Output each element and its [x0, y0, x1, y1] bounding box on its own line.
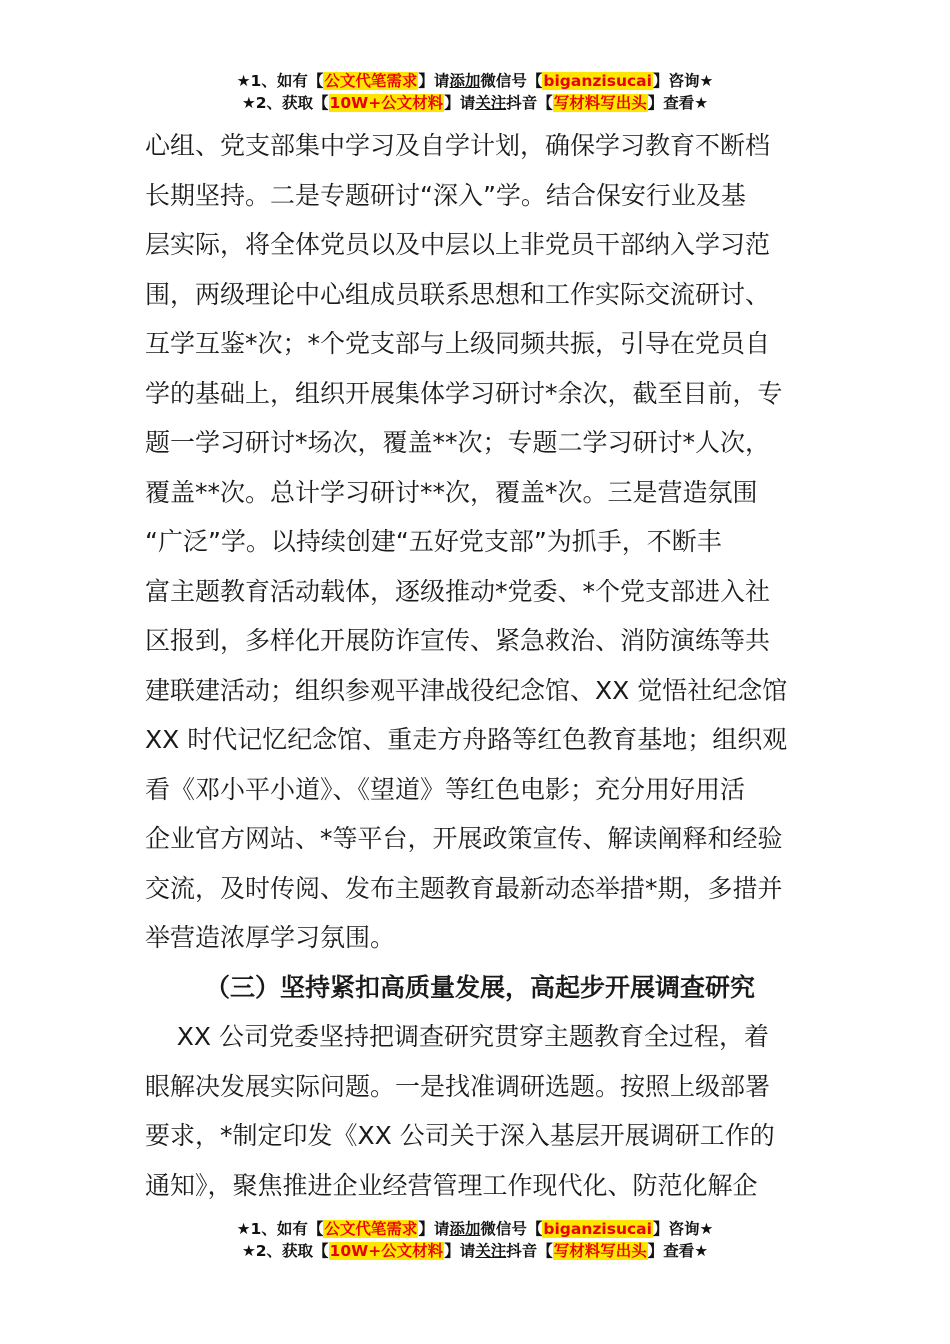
- promo-line-1: [0, 70, 950, 92]
- body-line: “广泛”学。以持续创建“五好党支部”为抓手，不断丰: [145, 527, 722, 556]
- promo-highlight: 写材料写出头: [553, 94, 647, 112]
- footer-promo-banner: [0, 1218, 950, 1262]
- body-line: 富主题教育活动载体，逐级推动*党委、*个党支部进入社: [145, 576, 771, 606]
- promo-text: ★2、获取【: [241, 94, 329, 112]
- body-line: 区报到，多样化开展防诈宣传、紧急救治、消防演练等共: [145, 626, 771, 655]
- promo-line-2: [0, 92, 950, 114]
- promo-text: 】请: [444, 1242, 476, 1260]
- body-line: 举营造浓厚学习氛围。: [145, 923, 396, 952]
- body-line: 层实际，将全体党员以及中层以上非党员干部纳入学习范: [145, 230, 771, 259]
- header-promo-banner: [0, 70, 950, 114]
- body-line: 眼解决发展实际问题。一是找准调研选题。按照上级部署: [145, 1071, 771, 1101]
- promo-line-2: [0, 1240, 950, 1262]
- promo-text: 】请: [418, 72, 450, 90]
- body-line: XX 公司党委坚持把调查研究贯穿主题教育全过程，着: [145, 1022, 769, 1051]
- body-line: 交流，及时传阅、发布主题教育最新动态举措*期，多措并: [145, 873, 783, 903]
- promo-text: 抖音【: [506, 94, 553, 112]
- promo-text: ★1、如有【: [236, 72, 324, 90]
- promo-highlight: 10W+公文材料: [329, 94, 444, 112]
- section-heading: （三）坚持紧扣高质量发展，高起步开展调查研究: [204, 972, 755, 1002]
- promo-underline: 添加: [449, 72, 481, 90]
- body-line: 看《邓小平小道》、《望道》等红色电影；充分用好用活: [145, 774, 746, 804]
- promo-highlight: biganzisucai: [543, 72, 652, 90]
- promo-text: 】咨询★: [652, 72, 714, 90]
- body-line: 要求，*制定印发《XX 公司关于深入基层开展调研工作的: [145, 1121, 775, 1150]
- promo-highlight: 公文代笔需求: [324, 72, 418, 90]
- promo-text: 】请: [418, 1220, 450, 1238]
- promo-highlight: 写材料写出头: [553, 1242, 647, 1260]
- promo-highlight: biganzisucai: [543, 1220, 652, 1238]
- body-line: 围，两级理论中心组成员联系思想和工作实际交流研讨、: [145, 279, 771, 309]
- body-line: XX 时代记忆纪念馆、重走方舟路等红色教育基地；组织观: [145, 725, 788, 754]
- promo-underline: 添加: [449, 1220, 481, 1238]
- body-line: 通知》，聚焦推进企业经营管理工作现代化、防范化解企: [145, 1170, 758, 1200]
- body-line: 覆盖**次。总计学习研讨**次，覆盖*次。三是营造氛围: [145, 477, 758, 507]
- promo-line-1: [0, 1218, 950, 1240]
- document-body: [145, 121, 815, 1210]
- promo-text: 】查看★: [647, 94, 709, 112]
- promo-text: 】查看★: [647, 1242, 709, 1260]
- promo-text: 】请: [444, 94, 476, 112]
- body-line: 企业官方网站、*等平台，开展政策宣传、解读阐释和经验: [145, 824, 783, 853]
- promo-highlight: 公文代笔需求: [324, 1220, 418, 1238]
- promo-text: 】咨询★: [652, 1220, 714, 1238]
- promo-text: ★1、如有【: [236, 1220, 324, 1238]
- body-line: 题一学习研讨*场次，覆盖**次；专题二学习研讨*人次，: [145, 428, 771, 457]
- body-line: 互学互鉴*次；*个党支部与上级同频共振，引导在党员自: [145, 329, 771, 358]
- promo-highlight: 10W+公文材料: [329, 1242, 444, 1260]
- body-line: 心组、党支部集中学习及自学计划，确保学习教育不断档: [145, 131, 771, 160]
- promo-underline: 关注: [475, 1242, 507, 1260]
- promo-text: 抖音【: [506, 1242, 553, 1260]
- promo-text: ★2、获取【: [241, 1242, 329, 1260]
- body-line: 学的基础上，组织开展集体学习研讨*余次，截至目前，专: [145, 378, 783, 408]
- body-line: 建联建活动；组织参观平津战役纪念馆、XX 觉悟社纪念馆: [145, 675, 788, 705]
- promo-text: 微信号【: [480, 72, 543, 90]
- promo-text: 微信号【: [480, 1220, 543, 1238]
- promo-underline: 关注: [475, 94, 507, 112]
- body-line: 长期坚持。二是专题研讨“深入”学。结合保安行业及基: [145, 180, 746, 210]
